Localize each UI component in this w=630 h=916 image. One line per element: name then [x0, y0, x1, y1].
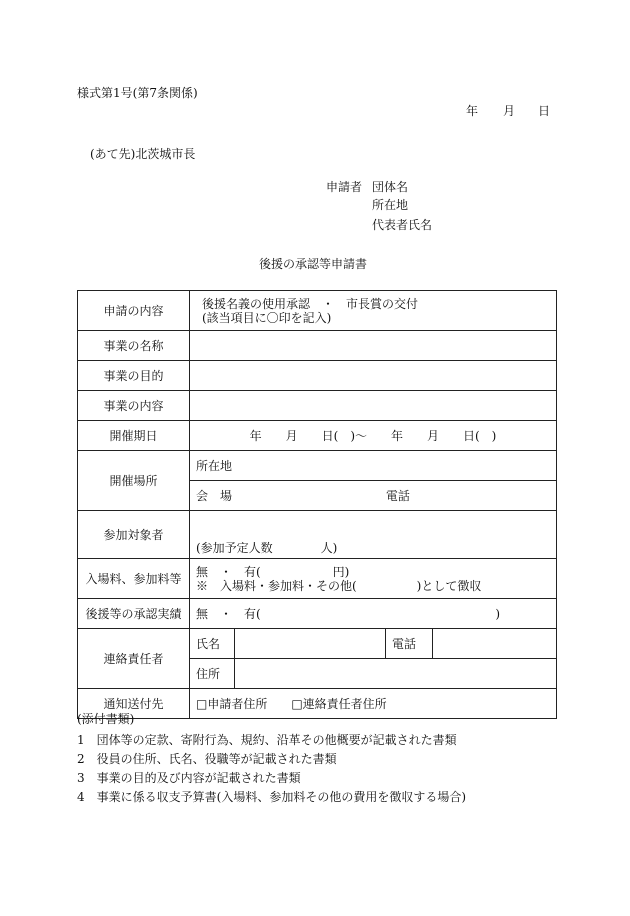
project-purpose-label: 事業の目的	[78, 361, 190, 391]
participants-field[interactable]	[190, 511, 557, 559]
attachment-item-4: 4 事業に係る収支予算書(入場料、参加料その他の費用を徴収する場合)	[77, 790, 467, 804]
project-content-field[interactable]	[190, 391, 557, 421]
content-instruction: (該当項目に〇印を記入)	[202, 310, 332, 325]
period-field[interactable]: 年 月 日( )〜 年 月 日( )	[190, 421, 557, 451]
project-content-label: 事業の内容	[78, 391, 190, 421]
application-form-table	[77, 290, 557, 719]
record-label: 後援等の承認実績	[78, 599, 190, 629]
contact-phone-field[interactable]	[433, 629, 557, 659]
notify-options[interactable]: □申請者住所 □連絡責任者住所	[190, 689, 557, 719]
date-year-label: 年	[466, 104, 479, 118]
row-project-name	[78, 331, 557, 361]
document-title: 後援の承認等申請書	[259, 257, 368, 271]
content-options: 後援名義の使用承認 ・ 市長賞の交付	[202, 296, 419, 311]
fee-note: ※ 入場料・参加料・その他( )として徴収	[196, 578, 482, 593]
record-field[interactable]	[190, 599, 557, 629]
row-period	[78, 421, 557, 451]
fee-field[interactable]	[190, 559, 557, 599]
venue-address-label: 所在地	[196, 458, 233, 473]
notify-label: 通知送付先	[78, 689, 190, 719]
date-day-label: 日	[538, 104, 551, 118]
form-number: 様式第1号(第7条関係)	[77, 86, 198, 100]
contact-name-field[interactable]	[235, 629, 386, 659]
venue-place-label: 会 場	[196, 488, 233, 503]
contact-phone-label: 電話	[386, 629, 433, 659]
participants-count: (参加予定人数 人)	[196, 541, 338, 555]
date-month-label: 月	[503, 104, 516, 118]
contact-address-label: 住所	[190, 659, 235, 689]
venue-place-field[interactable]	[190, 481, 557, 511]
applicant-rep-name: 代表者氏名	[372, 218, 433, 232]
project-name-label: 事業の名称	[78, 331, 190, 361]
participants-label: 参加対象者	[78, 511, 190, 559]
content-label: 申請の内容	[78, 291, 190, 331]
venue-phone-label: 電話	[385, 488, 410, 503]
row-participants	[78, 511, 557, 559]
project-purpose-field[interactable]	[190, 361, 557, 391]
row-contact-name	[78, 629, 557, 659]
project-name-field[interactable]	[190, 331, 557, 361]
row-notify	[78, 689, 557, 719]
row-project-purpose	[78, 361, 557, 391]
row-project-content	[78, 391, 557, 421]
record-close-paren: )	[495, 606, 501, 621]
venue-address-field[interactable]	[190, 451, 557, 481]
fee-option: 無 ・ 有( 円)	[196, 564, 350, 579]
record-option: 無 ・ 有(	[196, 606, 261, 621]
applicant-address: 所在地	[372, 198, 409, 212]
attachments-title: (添付書類)	[77, 712, 135, 726]
period-label: 開催期日	[78, 421, 190, 451]
contact-label: 連絡責任者	[78, 629, 190, 689]
addressee: (あて先)北茨城市長	[90, 147, 196, 161]
row-content	[78, 291, 557, 331]
applicant-org-name: 団体名	[372, 180, 409, 194]
contact-name-label: 氏名	[190, 629, 235, 659]
attachment-item-2: 2 役員の住所、氏名、役職等が記載された書類	[77, 752, 337, 766]
row-record	[78, 599, 557, 629]
row-venue-address	[78, 451, 557, 481]
content-cell[interactable]	[190, 291, 557, 331]
row-fee	[78, 559, 557, 599]
venue-label: 開催場所	[78, 451, 190, 511]
attachment-item-1: 1 団体等の定款、寄附行為、規約、沿革その他概要が記載された書類	[77, 733, 457, 747]
contact-address-field[interactable]	[235, 659, 557, 689]
fee-label: 入場料、参加料等	[78, 559, 190, 599]
attachment-item-3: 3 事業の目的及び内容が記載された書類	[77, 771, 301, 785]
applicant-label: 申請者	[326, 180, 363, 194]
